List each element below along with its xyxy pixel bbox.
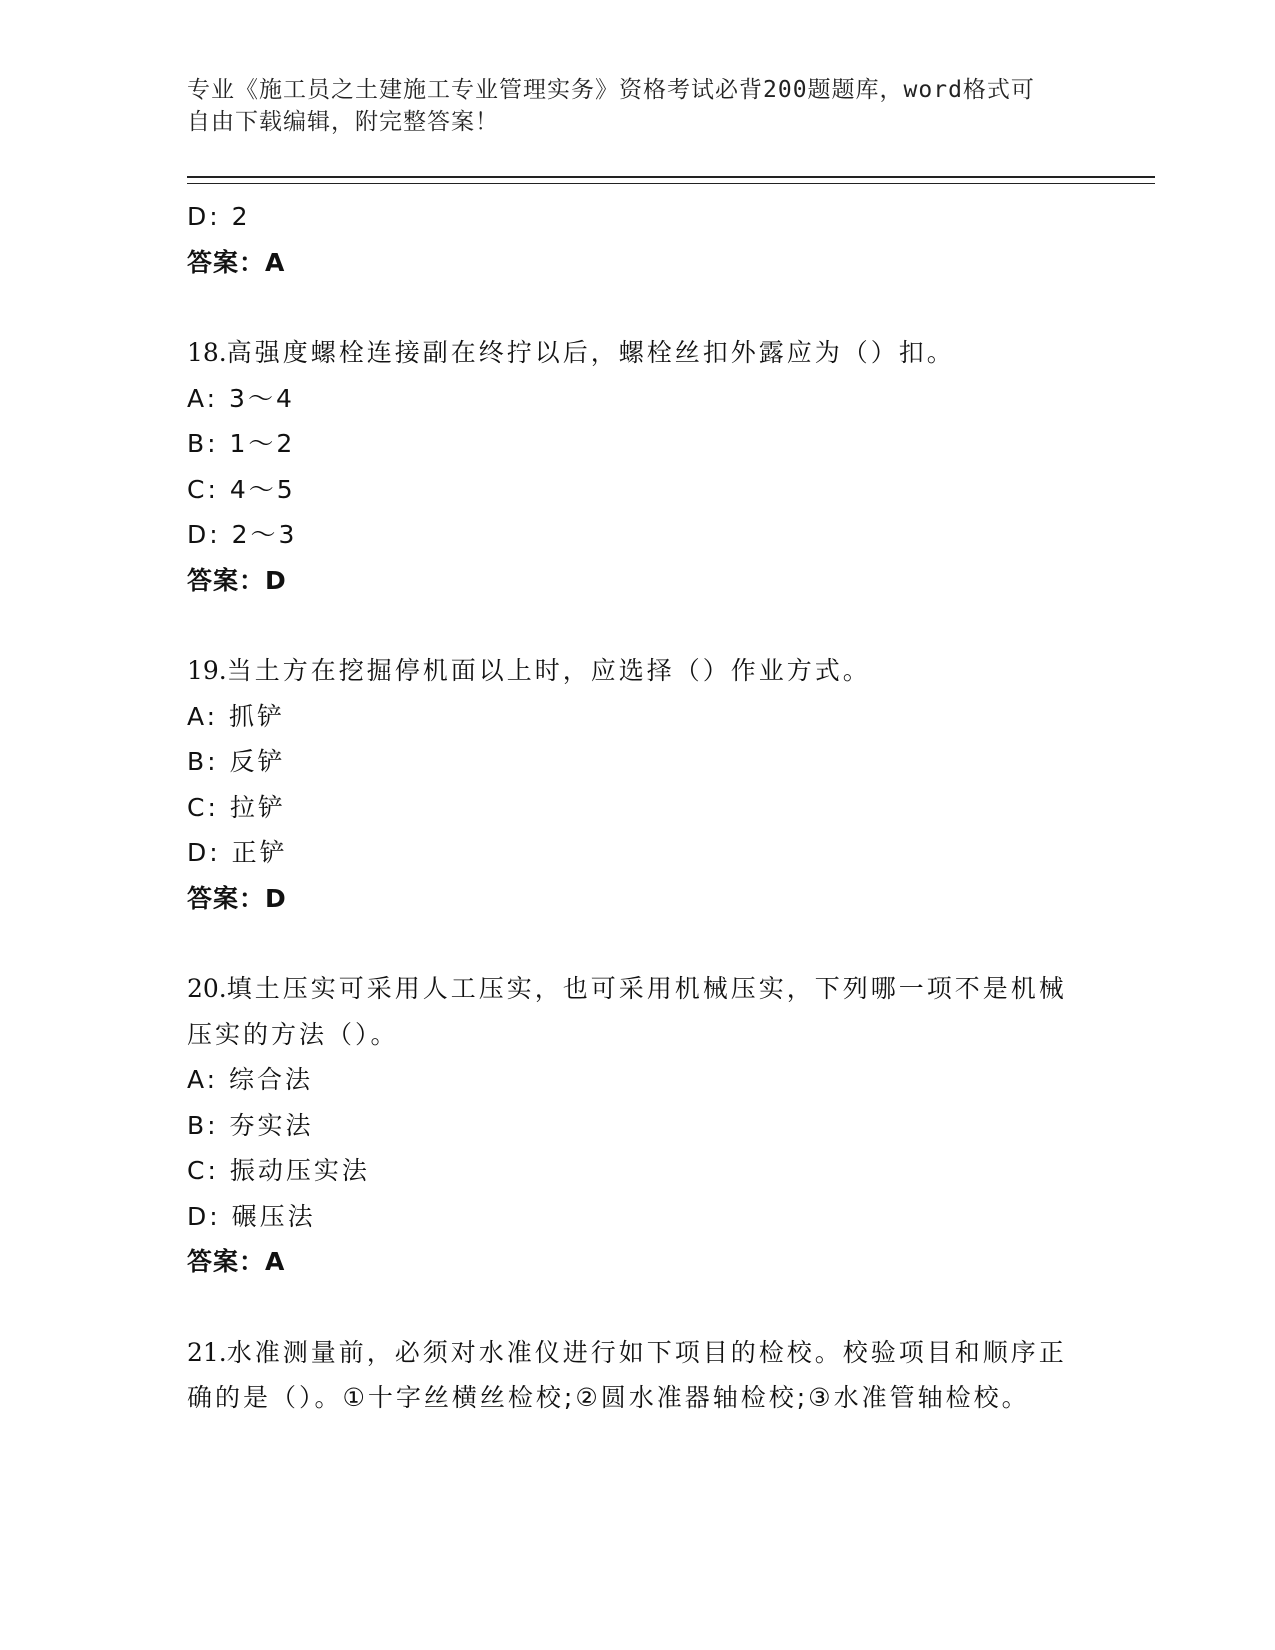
- option-a: A: 3～4: [187, 383, 295, 413]
- header-line-1: 专业《施工员之土建施工专业管理实务》资格考试必背200题题库，word格式可: [187, 77, 1035, 103]
- question-text: 高强度螺栓连接副在终拧以后，螺栓丝扣外露应为（）扣。: [226, 338, 955, 367]
- option-d: D: 碾压法: [187, 1201, 316, 1231]
- question-text: 水准测量前，必须对水准仪进行如下项目的检校。校验项目和顺序正确的是（）。①十字丝横丝检校;②圆水准器轴检校;③水准管轴检校。: [187, 1337, 1067, 1412]
- option-c: C: 4～5: [187, 474, 296, 504]
- question-20: [187, 966, 1157, 1285]
- previous-question-fragment: [187, 194, 1157, 285]
- question-19: [187, 648, 1157, 921]
- option-d: D: 正铲: [187, 838, 288, 867]
- question-number: 19.: [187, 656, 227, 685]
- answer-label: 答案：A: [187, 247, 286, 277]
- option-b: B: 反铲: [187, 747, 286, 776]
- question-number: 20.: [187, 974, 227, 1003]
- document-header: [187, 74, 1087, 138]
- option-b: B: 1～2: [187, 429, 296, 458]
- option-c: C: 拉铲: [187, 792, 286, 822]
- answer-label: 答案：D: [187, 565, 287, 595]
- answer-label: 答案：A: [187, 1247, 286, 1276]
- question-text: 当土方在挖掘停机面以上时，应选择（）作业方式。: [226, 656, 871, 685]
- answer-label: 答案：D: [187, 883, 287, 913]
- option-c: C: 振动压实法: [187, 1156, 370, 1185]
- option-a: A: 抓铲: [187, 701, 286, 731]
- document-page: [187, 74, 1157, 1421]
- option-d: D: 2: [187, 202, 251, 231]
- header-line-2: 自由下载编辑，附完整答案！: [187, 109, 499, 135]
- header-divider: [187, 176, 1155, 184]
- question-number: 18.: [187, 338, 227, 367]
- question-21: [187, 1330, 1157, 1421]
- question-number: 21.: [187, 1337, 227, 1367]
- option-a: A: 综合法: [187, 1065, 314, 1094]
- question-list: [187, 194, 1157, 1421]
- question-18: [187, 330, 1157, 603]
- question-text: 填土压实可采用人工压实，也可采用机械压实，下列哪一项不是机械压实的方法（）。: [187, 974, 1067, 1049]
- option-d: D: 2～3: [187, 520, 298, 549]
- option-b: B: 夯实法: [187, 1110, 314, 1140]
